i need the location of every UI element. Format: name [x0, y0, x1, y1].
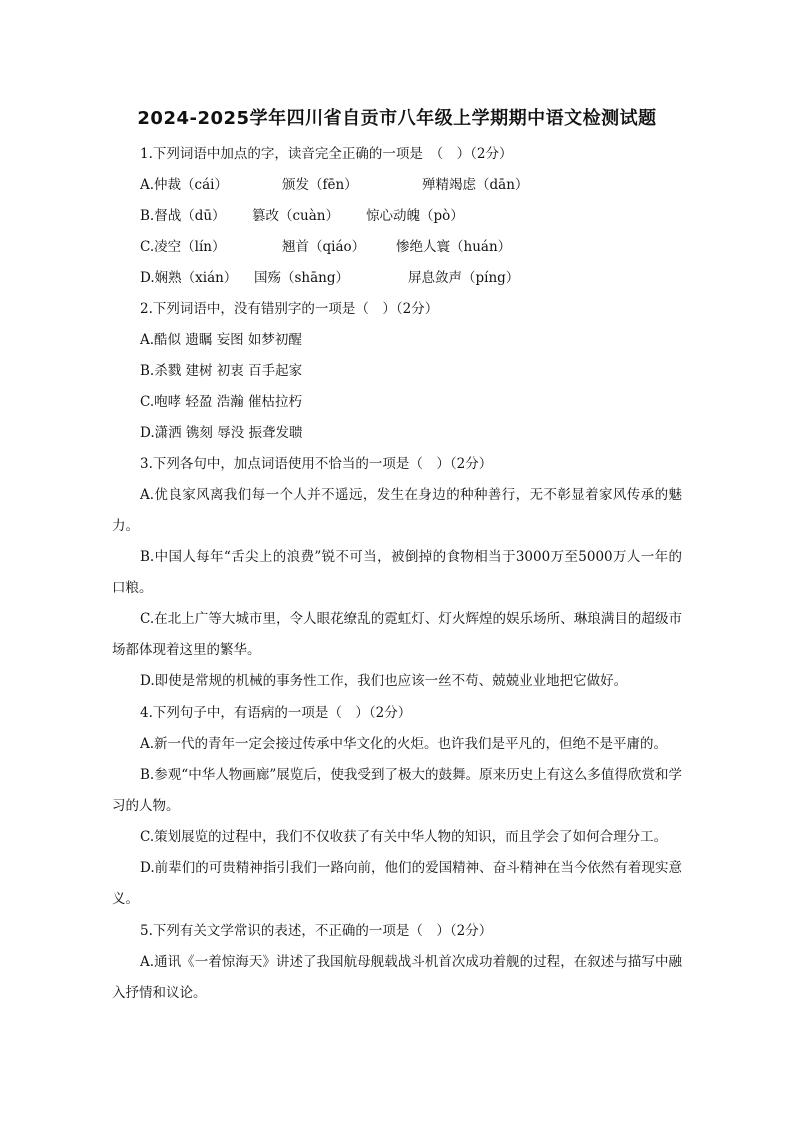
q3-option-b: B.中国人每年“舌尖上的浪费”锐不可当，被倒掉的食物相当于3000万至5000万人一年的口粮。 — [112, 549, 682, 596]
q3-option-d: D.即使是常规的机械的事务性工作，我们也应该一丝不苟、兢兢业业地把它做好。 — [140, 673, 628, 689]
q1-option-d — [140, 269, 700, 287]
q1-option-a — [140, 176, 700, 194]
q4-option-d: D.前辈们的可贵精神指引我们一路向前，他们的爱国精神、奋斗精神在当今依然有着现实意义。 — [112, 860, 682, 907]
q1-d-term1: D.娴熟（xián） — [140, 270, 238, 286]
q1-c-term1: C.凌空（lín） — [140, 239, 226, 255]
q4-option-b: B.参观“中华人物画廊”展览后，使我受到了极大的鼓舞。原来历史上有这么多值得欣赏和学习的人物。 — [112, 767, 682, 814]
q2-option-d: D.潇洒 镌刻 辱没 振聋发聩 — [140, 425, 303, 441]
q1-d-term2: 国殇（shāng） — [254, 270, 350, 286]
q3-stem: 3.下列各句中，加点词语使用不恰当的一项是（ ）（2分） — [140, 456, 493, 472]
q1-option-b — [140, 207, 700, 225]
q1-b-term1: B.督战（dū） — [140, 208, 226, 224]
q4-option-a: A.新一代的青年一定会接过传承中华文化的火炬。也许我们是平凡的，但绝不是平庸的。 — [140, 736, 668, 752]
q2-stem: 2.下列词语中，没有错别字的一项是（ ）（2分） — [140, 301, 439, 317]
q4-option-c: C.策划展览的过程中，我们不仅收获了有关中华人物的知识，而且学会了如何合理分工。 — [140, 829, 668, 845]
q1-b-term2: 篡改（cuàn） — [252, 208, 339, 224]
q1-c-term2: 翘首（qiáo） — [282, 239, 366, 255]
q5-stem: 5.下列有关文学常识的表述，不正确的一项是（ ）（2分） — [140, 923, 493, 939]
page-title: 2024-2025学年四川省自贡市八年级上学期期中语文检测试题 — [137, 108, 657, 129]
q1-c-term3: 惨绝人寰（huán） — [396, 239, 512, 255]
q1-stem: 1.下列词语中加点的字，读音完全正确的一项是 （ ）（2分） — [140, 146, 513, 162]
q2-option-a: A.酷似 遗瞩 妄图 如梦初醒 — [140, 332, 302, 348]
q1-option-c — [140, 238, 700, 256]
q2-option-b: B.杀戮 建树 初衷 百手起家 — [140, 363, 303, 379]
q3-option-a: A.优良家风离我们每一个人并不遥远，发生在身边的种种善行，无不彰显着家风传承的魅力。 — [112, 487, 682, 534]
q1-a-term3: 殚精竭虑（dān） — [422, 177, 529, 193]
q2-option-c: C.咆哮 轻盈 浩瀚 催枯拉朽 — [140, 394, 303, 410]
q1-d-term3: 屏息敛声（píng） — [408, 270, 520, 286]
q4-stem: 4.下列句子中，有语病的一项是（ ）（2分） — [140, 705, 412, 721]
q1-b-term3: 惊心动魄（pò） — [366, 208, 464, 224]
q3-option-c: C.在北上广等大城市里，令人眼花缭乱的霓虹灯、灯火辉煌的娱乐场所、琳琅满目的超级市场都体现着这里的繁华。 — [112, 611, 682, 658]
q5-option-a: A.通讯《一着惊海天》讲述了我国航母舰载战斗机首次成功着舰的过程，在叙述与描写中融入抒情和议论。 — [112, 954, 682, 1001]
q1-a-term1: A.仲裁（cái） — [140, 177, 228, 193]
q1-a-term2: 颁发（fēn） — [282, 177, 358, 193]
